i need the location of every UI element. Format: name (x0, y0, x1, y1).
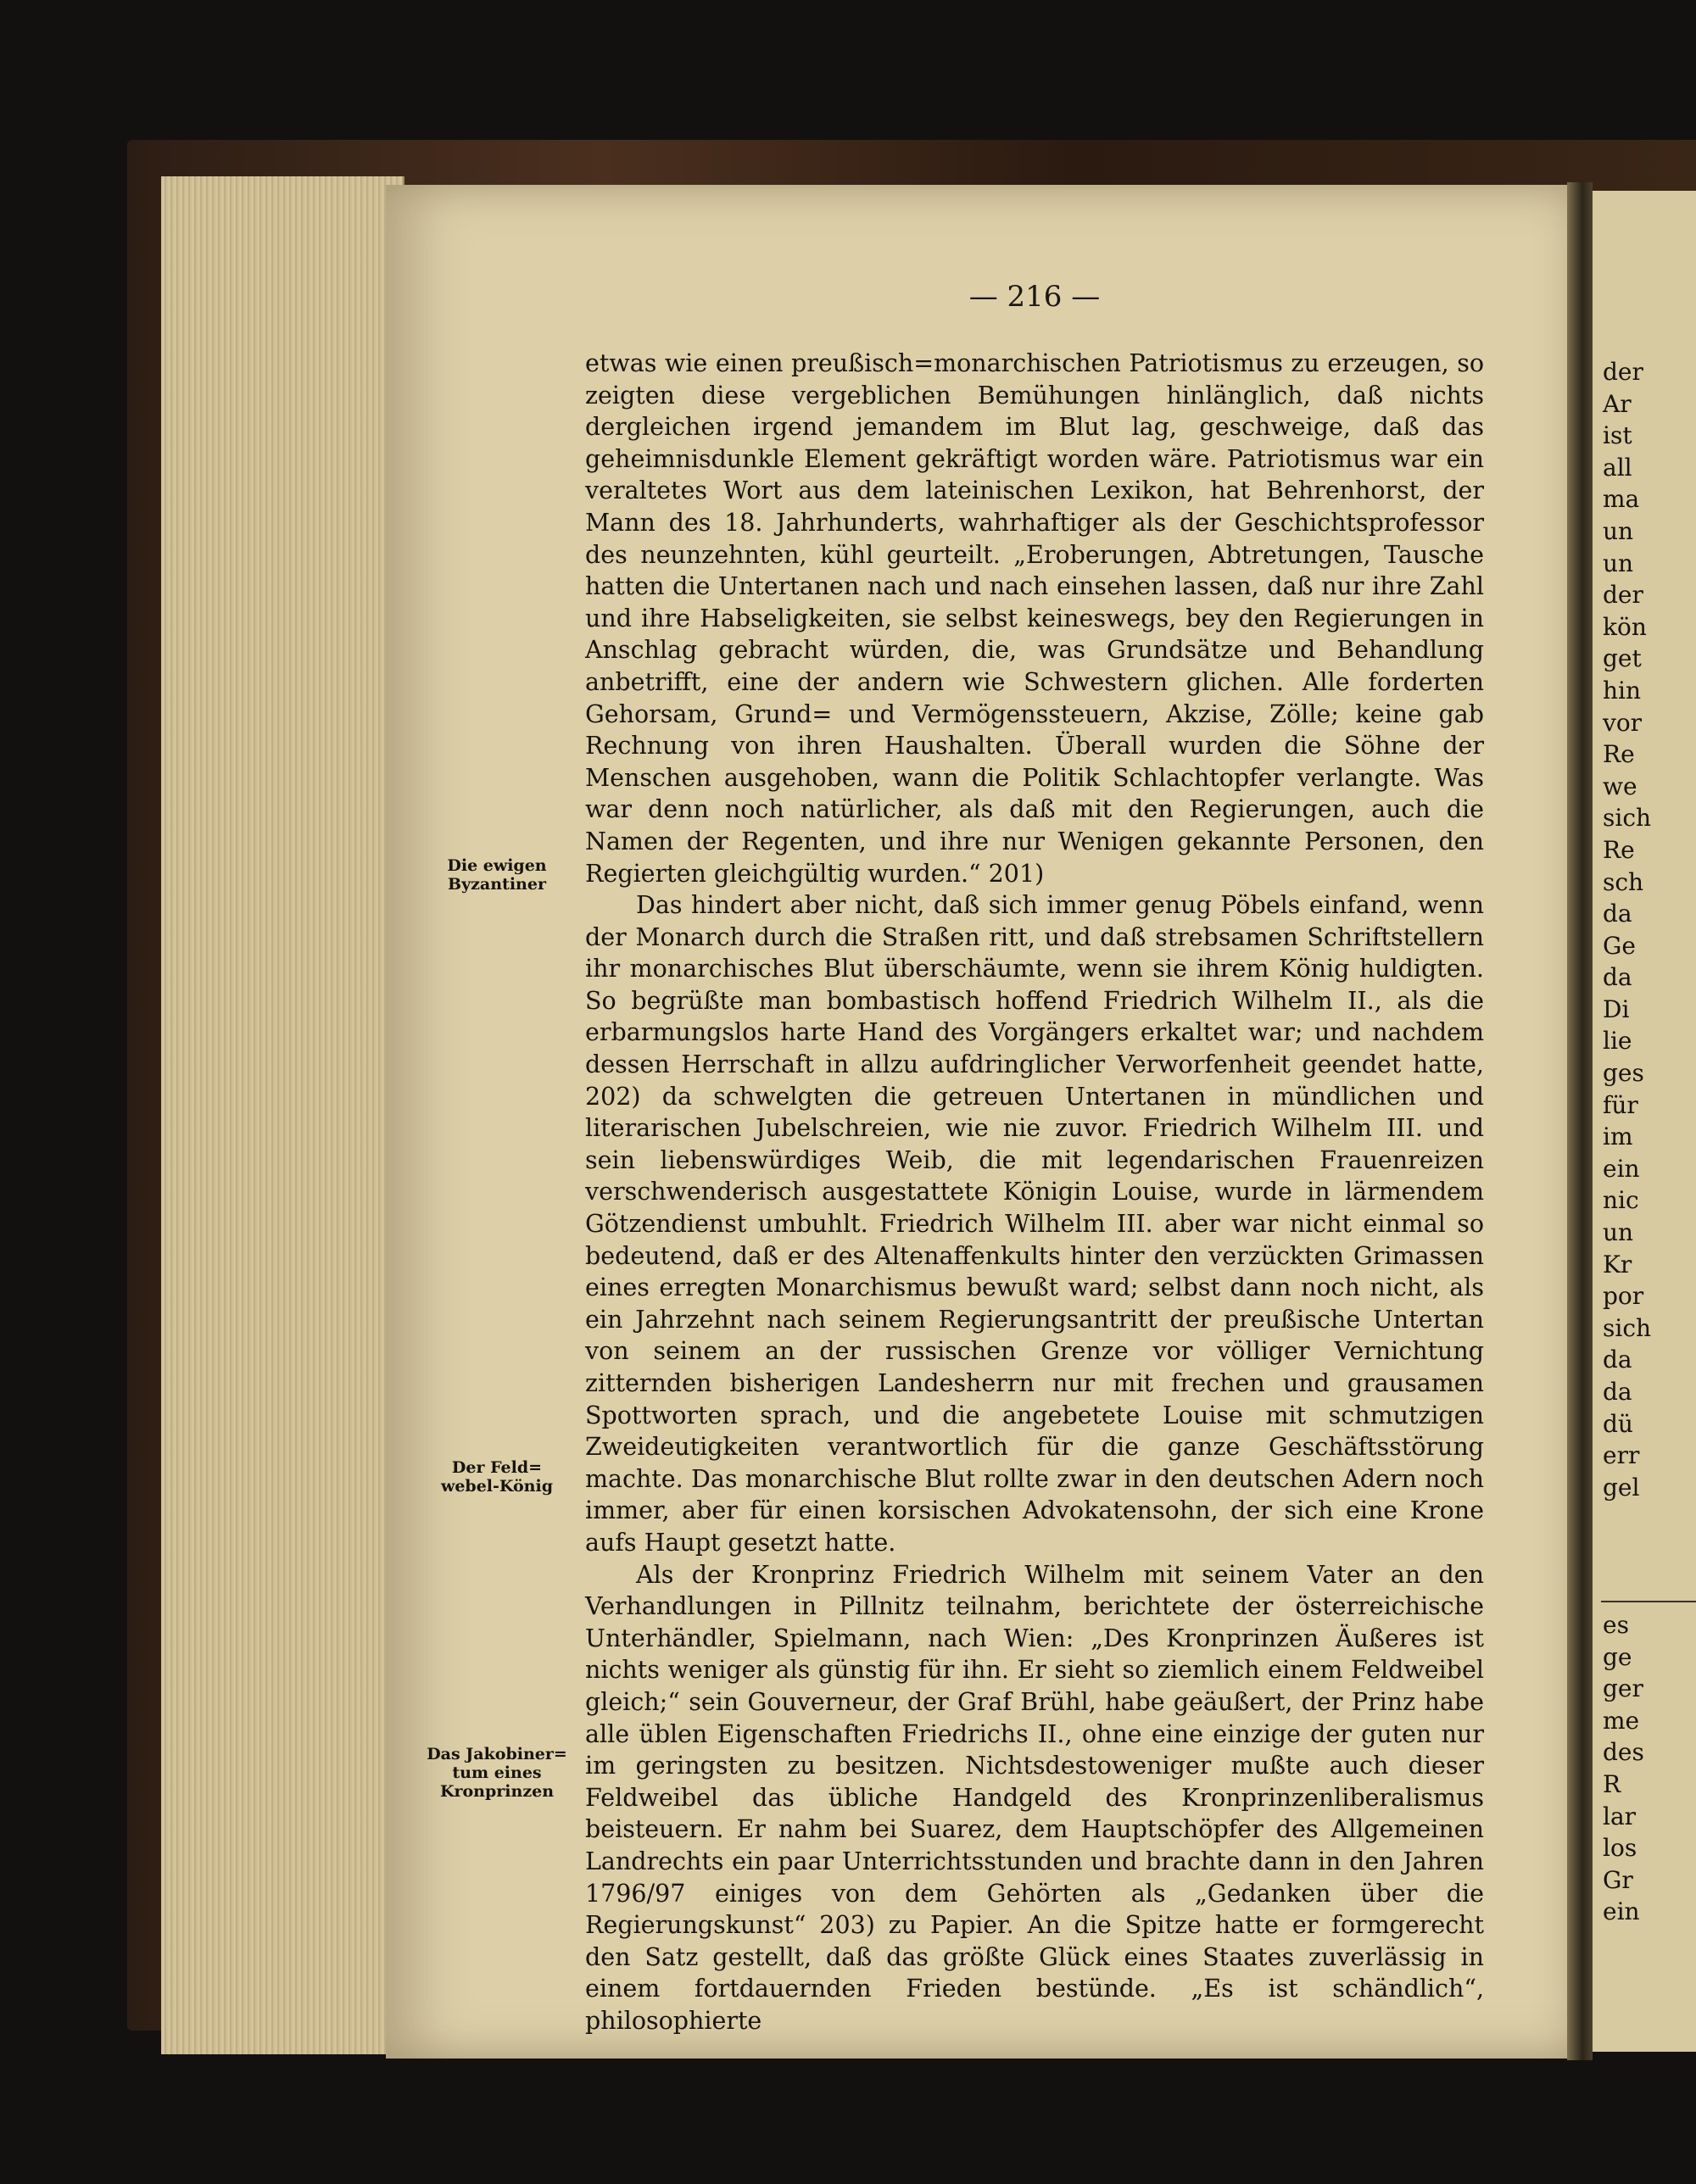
facing-page-fragment: Di (1603, 994, 1630, 1023)
facing-page-fragment: im (1603, 1123, 1633, 1151)
sidenote-feldwebel-koenig (424, 1458, 570, 1496)
sidenote-die-ewigen-byzantiner (424, 856, 570, 894)
facing-page-fragment: err (1603, 1441, 1640, 1470)
facing-page-fragment: ge (1603, 1642, 1632, 1671)
facing-page-fragment: gel (1603, 1473, 1640, 1502)
body-text (585, 348, 1484, 2036)
facing-page-fragment: Re (1603, 835, 1635, 864)
facing-page-fragment: da (1603, 963, 1632, 992)
book-gutter (1567, 182, 1593, 2060)
page-number: — 216 — (968, 280, 1101, 314)
facing-page-fragment: por (1603, 1282, 1644, 1311)
facing-page-fragment: nic (1603, 1186, 1639, 1215)
sidenote-line: Die ewigen (447, 856, 547, 875)
facing-page-fragment: me (1603, 1706, 1640, 1735)
sidenote-line: Das Jakobiner= (427, 1745, 567, 1763)
facing-page-fragment: es (1603, 1611, 1629, 1639)
sidenote-line: webel-König (440, 1477, 553, 1496)
facing-page-fragment: hin (1603, 676, 1642, 705)
facing-page-fragment: Gr (1603, 1865, 1633, 1894)
sidenote-line: Kronprinzen (439, 1782, 555, 1801)
facing-page-fragment: vor (1603, 708, 1643, 737)
paragraph-1: etwas wie einen preußisch=monarchischen Patriotismus zu erzeugen, so zeigten diese vergeblichen Bemühungen hinlänglich, daß nichts dergleichen irgend jemandem im Blut lag, geschweige, daß das geheimnisdunkle Element gekräftigt worden wäre. Patriotismus war ein veraltetes Wort aus dem lateinischen Lexikon, hat Behrenhorst, der Mann des 18. Jahrhunderts, wahrhaftiger als der Geschichtsprofessor des neunzehnten, kühl geurteilt. „Eroberungen, Abtretungen, Tausche hatten die Untertanen nach und nach einsehen lassen, daß nur ihre Zahl und ihre Habseligkeiten, sie selbst keineswegs, bey den Regierungen in Anschlag gebracht würden, die, was Grundsätze und Behandlung anbetrifft, eine der andern wie Schwestern glichen. Alle forderten Gehorsam, Grund= und Vermögenssteuern, Akzise, Zölle; keine gab Rechnung von ihren Haushalten. Überall wurden die Söhne der Menschen ausgehoben, wann die Politik Schlachtopfer verlangte. Was war denn noch natürlicher, als daß mit den Regierungen, auch die Namen der Regenten, und ihre nur Wenigen gekannte Personen, den Regierten gleichgültig wurden.“ 201) (585, 349, 1484, 888)
facing-page-fragment: der (1603, 358, 1643, 386)
facing-page-fragment: los (1603, 1834, 1637, 1863)
facing-page-fragment: Ge (1603, 931, 1636, 960)
sidenote-jakobinertum (424, 1745, 570, 1801)
facing-page-fragment: ma (1603, 485, 1640, 514)
sidenote-line: tum eines (452, 1763, 542, 1782)
facing-page-fragment: get (1603, 644, 1642, 673)
facing-page-fragment: ein (1603, 1897, 1640, 1926)
facing-page-fragment: Kr (1603, 1250, 1632, 1279)
facing-page-fragment: dü (1603, 1409, 1633, 1438)
facing-page-fragment: sich (1603, 804, 1652, 833)
facing-page-fragment: ges (1603, 1059, 1644, 1088)
sidenote-line: Der Feld= (451, 1458, 543, 1477)
facing-page-fragment: lar (1603, 1802, 1637, 1830)
facing-page-fragment: ein (1603, 1154, 1640, 1183)
facing-page-fragment: Re (1603, 740, 1635, 769)
facing-page-fragment: all (1603, 453, 1632, 482)
facing-page-fragment: we (1603, 772, 1637, 800)
facing-page-fragments-top (1603, 356, 1696, 1503)
facing-page-fragment: Ar (1603, 389, 1632, 418)
facing-page-fragment: für (1603, 1090, 1638, 1119)
facing-page-fragment: un (1603, 549, 1634, 577)
facing-page-fragment: da (1603, 1346, 1632, 1374)
paragraph-2: Das hindert aber nicht, daß sich immer genug Pöbels einfand, wenn der Monarch durch die Straßen ritt, und daß strebsamen Schriftstellern ihr monarchisches Blut überschäumte, wenn sie ihrem König huldigten. So begrüßte man bombastisch hoffend Friedrich Wilhelm II., als die erbarmungslos harte Hand des Vorgängers erkaltet war; und nachdem dessen Herrschaft in allzu aufdringlicher Verworfenheit geendet hatte, 202) da schwelgten die getreuen Untertanen in mündlichen und literarischen Jubelschreien, wie nie zuvor. Friedrich Wilhelm III. und sein liebenswürdiges Weib, die mit legendarischen Frauenreizen verschwenderisch ausgestattete Königin Louise, wurde in lärmendem Götzendienst umbuhlt. Friedrich Wilhelm III. aber war nicht einmal so bedeutend, daß er des Altenaffenkults hinter den verzückten Grimassen eines erregten Monarchismus bewußt ward; selbst dann noch nicht, als ein Jahrzehnt nach seinem Regierungsantritt der preußische Untertan von seinem an der russischen Grenze vor völliger Vernichtung zitternden bisherigen Landesherrn nur mit frechen und grausamen Spottworten sprach, und die angebetete Louise mit schmutzigen Zweideutigkeiten verantwortlich für die ganze Geschäftsstörung machte. Das monarchische Blut rollte zwar in den deutschen Adern noch immer, aber für einen korsischen Advokatensohn, der sich eine Krone aufs Haupt gesetzt hatte. (585, 891, 1484, 1557)
facing-page-fragment: un (1603, 1218, 1634, 1247)
paragraph-3: Als der Kronprinz Friedrich Wilhelm mit seinem Vater an den Verhandlungen in Pillnitz teilnahm, berichtete der österreichische Unterhändler, Spielmann, nach Wien: „Des Kronprinzen Äußeres ist nichts weniger als günstig für ihn. Er sieht so ziemlich einem Feldweibel gleich;“ sein Gouverneur, der Graf Brühl, habe geäußert, der Prinz habe alle üblen Eigenschaften Friedrichs II., ohne eine einzige der guten nur im geringsten zu besitzen. Nichtsdestoweniger mußte auch dieser Feldweibel das übliche Handgeld des Kronprinzenliberalismus beisteuern. Er nahm bei Suarez, dem Hauptschöpfer des Allgemeinen Landrechts ein paar Unterrichtsstunden und brachte dann in den Jahren 1796/97 einiges von dem Gehörten als „Gedanken über die Regierungskunst“ 203) zu Papier. An die Spitze hatte er formgerecht den Satz gestellt, daß das größte Glück eines Staates zuverlässig in einem fortdauernden Frieden bestünde. „Es ist schändlich“, philosophierte (585, 1560, 1484, 2035)
facing-page-fragment: kön (1603, 612, 1647, 641)
facing-page-fragment: ger (1603, 1674, 1643, 1703)
page-edges (161, 176, 404, 2054)
facing-page-fragment: da (1603, 1378, 1632, 1406)
sidenote-line: Byzantiner (448, 875, 546, 894)
facing-page-rule (1601, 1601, 1696, 1602)
facing-page-fragment: ist (1603, 421, 1632, 450)
facing-page-fragment: da (1603, 900, 1632, 928)
facing-page-fragment: un (1603, 516, 1634, 545)
facing-page-fragment: des (1603, 1738, 1644, 1767)
facing-page-fragments-bottom (1603, 1609, 1696, 1928)
facing-page-fragment: der (1603, 581, 1643, 610)
facing-page-fragment: sch (1603, 867, 1644, 896)
facing-page-fragment: R (1603, 1769, 1621, 1798)
facing-page-fragment: lie (1603, 1027, 1632, 1056)
facing-page-fragment: sich (1603, 1313, 1652, 1342)
